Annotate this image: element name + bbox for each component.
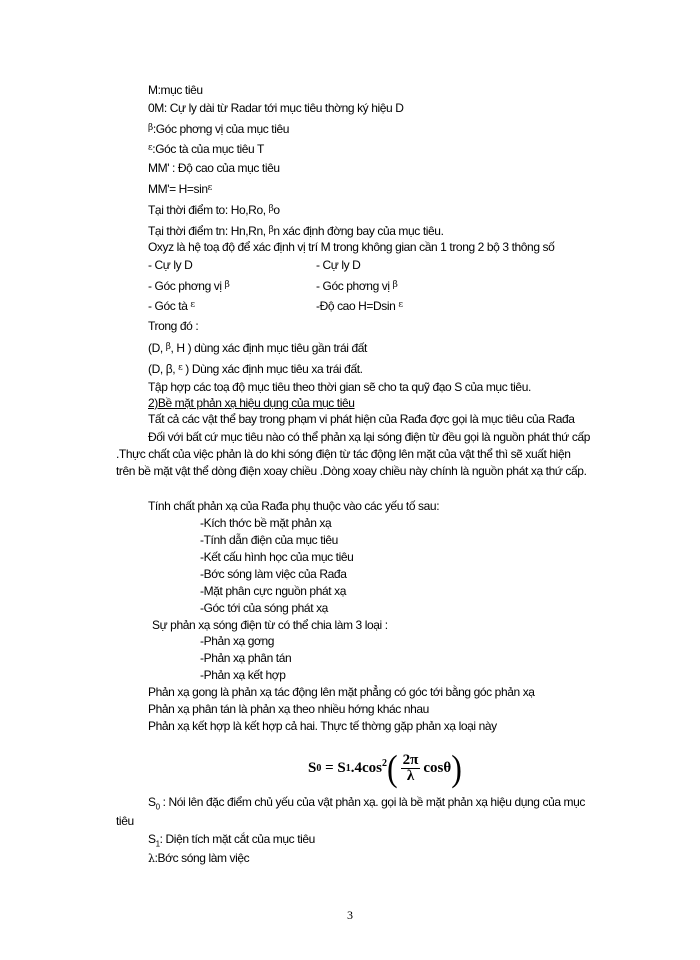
- text-line: $MM'= H=\sin^\varepsilon$: [148, 182, 212, 196]
- text-line: Tính chất phản xạ của Rađa phụ thuộc vào các yếu tố sau:: [148, 499, 440, 513]
- beta-symbol: β: [268, 225, 274, 235]
- page-number: 3: [347, 908, 353, 922]
- list-item: -Bớc sóng làm việc của Rađa: [200, 567, 347, 581]
- list-item: -Góc tới của sóng phát xạ: [200, 601, 328, 615]
- text-line: Tập hợp các toạ độ mục tiêu theo thời gian sẽ cho ta quỹ đạo S của mục tiêu.: [148, 380, 531, 394]
- text-line: - Cự ly D: [316, 258, 361, 272]
- text-line: $^\varepsilon$:Góc tà của mục tiêu T: [148, 142, 264, 156]
- text-line: .Thực chất của việc phản là do khi sóng điện từ tác động lên mặt của vật thể thì sẽ xuất hiện: [116, 447, 571, 461]
- text-line: - Góc phơng vị $^\beta$: [148, 279, 230, 293]
- list-item: -Kích thớc bề mặt phản xạ: [200, 516, 332, 530]
- list-item: -Mặt phân cực nguồn phát xạ: [200, 584, 346, 598]
- epsilon-symbol: ε: [207, 183, 212, 193]
- text-line: $S_0$ : Nói lên đặc điểm chủ yếu của vật phản xạ. gọi là bề mặt phản xạ hiệu dụng của mục: [148, 795, 586, 812]
- section-heading: 2)Bề mặt phản xạ hiệu dụng của mục tiêu: [148, 396, 355, 410]
- beta-symbol: β: [148, 123, 153, 133]
- text-line: λ:Bớc sóng làm việc: [148, 851, 250, 865]
- epsilon-symbol: ε: [190, 300, 195, 310]
- text-line: Phản xạ gong là phản xạ tác động lên mặt phẳng có góc tới bằng góc phản xạ: [148, 685, 535, 699]
- text-line: $^\beta$:Góc phơng vị của mục tiêu: [148, 122, 290, 136]
- text-line: Tất cả các vật thể bay trong phạm vi phát hiện của Rađa đợc gọi là mục tiêu của Rađa: [148, 412, 575, 426]
- list-item: -Phản xạ kết hợp: [200, 668, 286, 682]
- text-line: $S_1$: Diện tích mặt cắt của mục tiêu: [148, 832, 315, 849]
- text-line: Tại thời điểm tn: Hn,Rn, $^\beta$n xác định đờng bay của mục tiêu.: [148, 224, 444, 238]
- text-line: Oxyz là hệ toạ độ để xác định vị trí M trong không gian cần 1 trong 2 bộ 3 thông số: [148, 240, 555, 254]
- beta-symbol: β: [224, 280, 230, 290]
- list-item: -Phản xạ phân tán: [200, 651, 292, 665]
- beta-symbol: β: [165, 342, 171, 352]
- lambda-symbol: λ: [148, 852, 155, 865]
- text-line: -Độ cao H=Dsin $^\varepsilon$: [316, 299, 403, 313]
- text-line: MM' : Độ cao của mục tiêu: [148, 161, 280, 175]
- beta-symbol: β: [392, 280, 398, 290]
- text-line: Tại thời điểm to: Ho,Ro, $^\beta$o: [148, 203, 280, 217]
- text-line: - Cự ly D: [148, 258, 193, 272]
- text-line: trên bề mặt vật thể dòng điện xoay chiều .Dòng xoay chiều này chính là nguồn phát xạ thứ cấp.: [116, 464, 587, 478]
- text-line: Phản xạ kết hợp là kết hợp cả hai. Thực tế thờng gặp phản xạ loại này: [148, 719, 497, 733]
- text-line: Trong đó :: [148, 319, 199, 333]
- text-line: Sự phản xạ sóng điện từ có thể chia làm 3 loại :: [152, 618, 388, 632]
- text-line: Phản xạ phân tán là phản xạ theo nhiều hớng khác nhau: [148, 702, 429, 716]
- list-item: -Kết cấu hình học của mục tiêu: [200, 550, 354, 564]
- epsilon-symbol: ε: [398, 300, 403, 310]
- beta-symbol: β: [268, 204, 274, 214]
- text-line: Đối với bất cứ mục tiêu nào có thể phản xạ lại sóng điện từ đều gọi là nguồn phát thứ cấp: [148, 430, 591, 444]
- text-line: (D, $^\beta$, H ) dùng xác định mục tiêu gần trái đất: [148, 341, 367, 355]
- text-line: - Góc tà $^\varepsilon$: [148, 299, 195, 313]
- text-line: - Góc phơng vị $^\beta$: [316, 279, 398, 293]
- text-line: M:mục tiêu: [148, 83, 203, 97]
- text-line: 0M: Cự ly dài từ Radar tới mục tiêu thờng ký hiệu D: [148, 101, 404, 115]
- fraction: $\frac{2\pi}{\lambda}$: [402, 751, 419, 784]
- formula-s0: S 0 = S 1 .4cos $^2$ ( $\frac{2\pi}{\lambda}$ cos θ ): [308, 747, 462, 789]
- epsilon-symbol: ε: [148, 143, 153, 153]
- list-item: -Tính dẫn điện của mục tiêu: [200, 533, 338, 547]
- text-line: (D, β, $^\varepsilon$ ) Dùng xác định mục tiêu xa trái đất.: [148, 362, 363, 376]
- list-item: -Phản xạ gơng: [200, 634, 275, 648]
- epsilon-symbol: ε: [178, 363, 183, 373]
- text-line: tiêu: [116, 814, 134, 828]
